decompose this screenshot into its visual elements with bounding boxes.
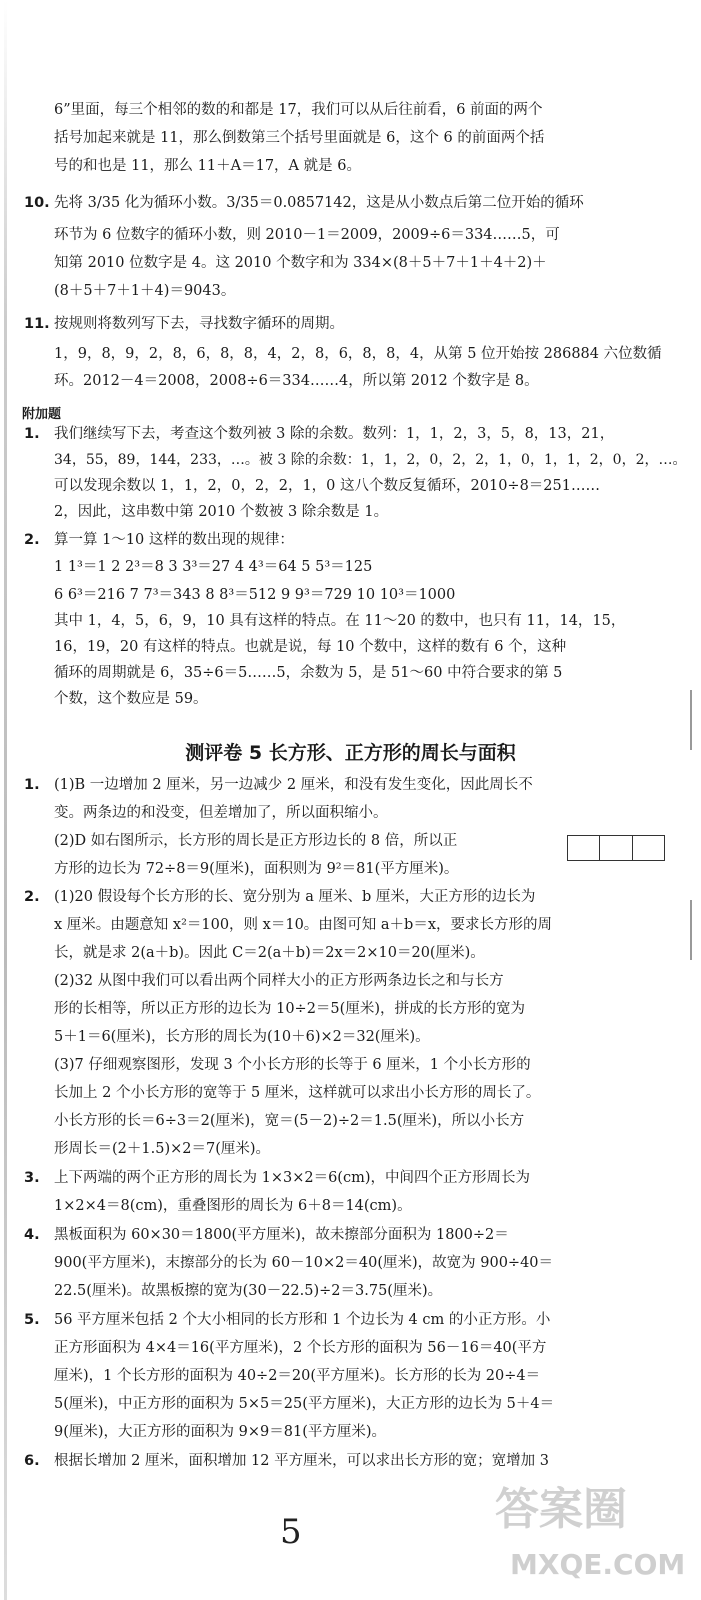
- text-line: [24, 530, 294, 550]
- line-text: x 厘米。由题意知 x²＝100，则 x＝10。由图可知 a＋b＝x，要求长方形的周: [54, 917, 553, 933]
- text-line: [54, 225, 560, 245]
- text-line: [24, 193, 584, 213]
- line-text: 其中 1，4，5，6，9，10 具有这样的特点。在 11～20 的数中，也只有 11，14，15，: [54, 613, 626, 629]
- item-number: 1.: [24, 426, 40, 442]
- line-text: (1)20 假设每个长方形的长、宽分别为 a 厘米、b 厘米，大正方形的边长为: [54, 889, 536, 905]
- text-line: [54, 1055, 531, 1075]
- line-text: 5(厘米)，中正方形的面积为 5×5＝25(平方厘米)，大正方形的边长为 5＋4＝: [54, 1396, 555, 1412]
- line-text: 小长方形的长＝6÷3＝2(厘米)，宽＝(5－2)÷2＝1.5(厘米)，所以小长方: [54, 1113, 525, 1129]
- line-text: 22.5(厘米)。故黑板擦的宽为(30－22.5)÷2＝3.75(厘米)。: [54, 1283, 443, 1299]
- text-line: [54, 1027, 430, 1047]
- line-text: 知第 2010 位数字是 4。这 2010 个数字和为 334×(8＋5＋7＋1＋4＋2)＋: [54, 255, 547, 271]
- line-text: (8＋5＋7＋1＋4)＝9043。: [54, 283, 236, 299]
- text-line: [54, 1196, 412, 1216]
- text-line: [24, 1310, 550, 1330]
- text-line: [54, 585, 455, 605]
- text-line: [54, 1366, 540, 1386]
- line-text: 56 平方厘米包括 2 个大小相同的长方形和 1 个边长为 4 cm 的小正方形。小: [54, 1312, 551, 1328]
- item-number: 10.: [24, 195, 50, 211]
- line-text: 6”里面，每三个相邻的数的和都是 17，我们可以从后往前看，6 前面的两个: [54, 102, 543, 118]
- text-line: [54, 1139, 270, 1159]
- text-line: [54, 281, 235, 301]
- text-line: [54, 663, 562, 683]
- line-text: 括号加起来就是 11，那么倒数第三个括号里面就是 6，这个 6 的前面两个括: [54, 130, 545, 146]
- line-text: (2)32 从图中我们可以看出两个同样大小的正方形两条边长之和与长方: [54, 973, 504, 989]
- line-text: 根据长增加 2 厘米，面积增加 12 平方厘米，可以求出长方形的宽；宽增加 3: [54, 1453, 549, 1469]
- text-line: [54, 128, 544, 148]
- text-line: [24, 887, 535, 907]
- line-text: 900(平方厘米)，末擦部分的长为 60－10×2＝40(厘米)，故宽为 900÷40＝: [54, 1255, 554, 1271]
- line-text: 先将 3/35 化为循环小数。3/35＝0.0857142，这是从小数点后第二位开始的循环: [54, 195, 584, 211]
- text-line: [54, 1281, 442, 1301]
- line-text: 1，9，8，9，2，8，6，8，8，4，2，8，6，8，8，4，从第 5 位开始按 286884 六位数循: [54, 346, 662, 362]
- text-line: [54, 371, 539, 391]
- line-text: 我们继续写下去，考查这个数列被 3 除的余数。数列：1，1，2，3，5，8，13，21，: [54, 426, 615, 442]
- line-text: 可以发现余数以 1，1，2，0，2，2，1，0 这八个数反复循环，2010÷8＝251……: [54, 478, 600, 494]
- item-number: 2.: [24, 889, 40, 905]
- text-line: [54, 943, 485, 963]
- line-text: 号的和也是 11，那么 11＋A＝17，A 就是 6。: [54, 158, 361, 174]
- handwritten-page-mark: 5: [280, 1512, 302, 1552]
- line-text: 16，19，20 有这样的特点。也就是说，每 10 个数中，这样的数有 6 个，这种: [54, 639, 567, 655]
- line-text: 个数，这个数应是 59。: [54, 691, 208, 707]
- item-number: 1.: [24, 777, 40, 793]
- scan-edge: [4, 0, 7, 1600]
- text-line: [24, 775, 533, 795]
- text-line: [54, 1253, 553, 1273]
- line-text: 1 1³＝1 2 2³＝8 3 3³＝27 4 4³＝64 5 5³＝125: [54, 559, 373, 575]
- item-number: 5.: [24, 1312, 40, 1328]
- text-line: [54, 915, 552, 935]
- text-line: [54, 100, 543, 120]
- watermark-url: MXQE.COM: [510, 1548, 686, 1581]
- text-line: [54, 156, 361, 176]
- item-number: 2.: [24, 532, 40, 548]
- text-line: [54, 1394, 554, 1414]
- line-text: 2，因此，这串数中第 2010 个数被 3 除余数是 1。: [54, 504, 389, 520]
- line-text: 变。两条边的和没变，但差增加了，所以面积缩小。: [54, 805, 388, 821]
- line-text: 34，55，89，144，233，…。被 3 除的余数：1，1，2，0，2，2，1，0，1，1，2，0，2，…。: [54, 452, 687, 468]
- text-line: [24, 1225, 509, 1245]
- line-text: 形周长＝(2＋1.5)×2＝7(厘米)。: [54, 1141, 271, 1157]
- scan-mark: [690, 900, 692, 960]
- item-number: 4.: [24, 1227, 40, 1243]
- text-line: [54, 803, 388, 823]
- line-text: 正方形面积为 4×4＝16(平方厘米)，2 个长方形的面积为 56－16＝40(平方: [54, 1340, 547, 1356]
- line-text: 1×2×4＝8(cm)，重叠图形的周长为 6＋8＝14(cm)。: [54, 1198, 412, 1214]
- text-line: [54, 476, 600, 496]
- text-line: [54, 253, 547, 273]
- item-number: 6.: [24, 1453, 40, 1469]
- square-strip-figure: [567, 835, 665, 861]
- line-text: 循环的周期就是 6，35÷6＝5……5，余数为 5，是 51～60 中符合要求的第 5: [54, 665, 563, 681]
- text-line: [54, 611, 625, 631]
- text-line: [54, 1338, 546, 1358]
- text-line: [54, 689, 208, 709]
- line-text: 环。2012－4＝2008，2008÷6＝334……4，所以第 2012 个数字是 8。: [54, 373, 539, 389]
- line-text: 6 6³＝216 7 7³＝343 8 8³＝512 9 9³＝729 10 10³＝1000: [54, 587, 456, 603]
- text-line: [24, 1451, 549, 1471]
- text-line: [54, 557, 372, 577]
- text-line: [24, 1168, 530, 1188]
- watermark-logo: 答案圈: [495, 1484, 627, 1535]
- line-text: 9(厘米)，大正方形的面积为 9×9＝81(平方厘米)。: [54, 1424, 387, 1440]
- line-text: 上下两端的两个正方形的周长为 1×3×2＝6(cm)，中间四个正方形周长为: [54, 1170, 530, 1186]
- chapter-title: 测评卷 5 长方形、正方形的周长与面积: [185, 742, 516, 764]
- figure-cell: [600, 836, 632, 860]
- item-number: 11.: [24, 316, 50, 332]
- line-text: 5＋1＝6(厘米)，长方形的周长为(10＋6)×2＝32(厘米)。: [54, 1029, 430, 1045]
- item-number: 3.: [24, 1170, 40, 1186]
- line-text: 算一算 1～10 这样的数出现的规律：: [54, 532, 294, 548]
- text-line: [54, 344, 662, 364]
- section-heading: 附加题: [22, 407, 62, 422]
- text-line: [24, 424, 614, 444]
- text-line: [54, 450, 687, 470]
- line-text: 按规则将数列写下去，寻找数字循环的周期。: [54, 316, 344, 332]
- line-text: (1)B 一边增加 2 厘米，另一边减少 2 厘米，和没有发生变化，因此周长不: [54, 777, 533, 793]
- figure-cell: [633, 836, 664, 860]
- figure-cell: [568, 836, 600, 860]
- text-line: [24, 314, 344, 334]
- text-line: [54, 1422, 386, 1442]
- text-line: [54, 1083, 540, 1103]
- text-line: [54, 1111, 524, 1131]
- line-text: (2)D 如右图所示，长方形的周长是正方形边长的 8 倍，所以正: [54, 833, 458, 849]
- line-text: 黑板面积为 60×30＝1800(平方厘米)，故未擦部分面积为 1800÷2＝: [54, 1227, 509, 1243]
- line-text: 方形的边长为 72÷8＝9(厘米)，面积则为 9²＝81(平方厘米)。: [54, 861, 459, 877]
- line-text: 长加上 2 个小长方形的宽等于 5 厘米，这样就可以求出小长方形的周长了。: [54, 1085, 541, 1101]
- text-line: [54, 502, 388, 522]
- text-line: [54, 971, 504, 991]
- line-text: 长，就是求 2(a＋b)。因此 C＝2(a＋b)＝2x＝2×10＝20(厘米)。: [54, 945, 485, 961]
- line-text: 环节为 6 位数字的循环小数，则 2010－1＝2009，2009÷6＝334……5，可: [54, 227, 560, 243]
- line-text: 形的长相等，所以正方形的边长为 10÷2＝5(厘米)，拼成的长方形的宽为: [54, 1001, 525, 1017]
- line-text: (3)7 仔细观察图形，发现 3 个小长方形的长等于 6 厘米，1 个小长方形的: [54, 1057, 531, 1073]
- line-text: 厘米)，1 个长方形的面积为 40÷2＝20(平方厘米)。长方形的长为 20÷4＝: [54, 1368, 541, 1384]
- text-line: [54, 831, 457, 851]
- text-line: [54, 859, 458, 879]
- text-line: [54, 637, 566, 657]
- text-line: [54, 999, 525, 1019]
